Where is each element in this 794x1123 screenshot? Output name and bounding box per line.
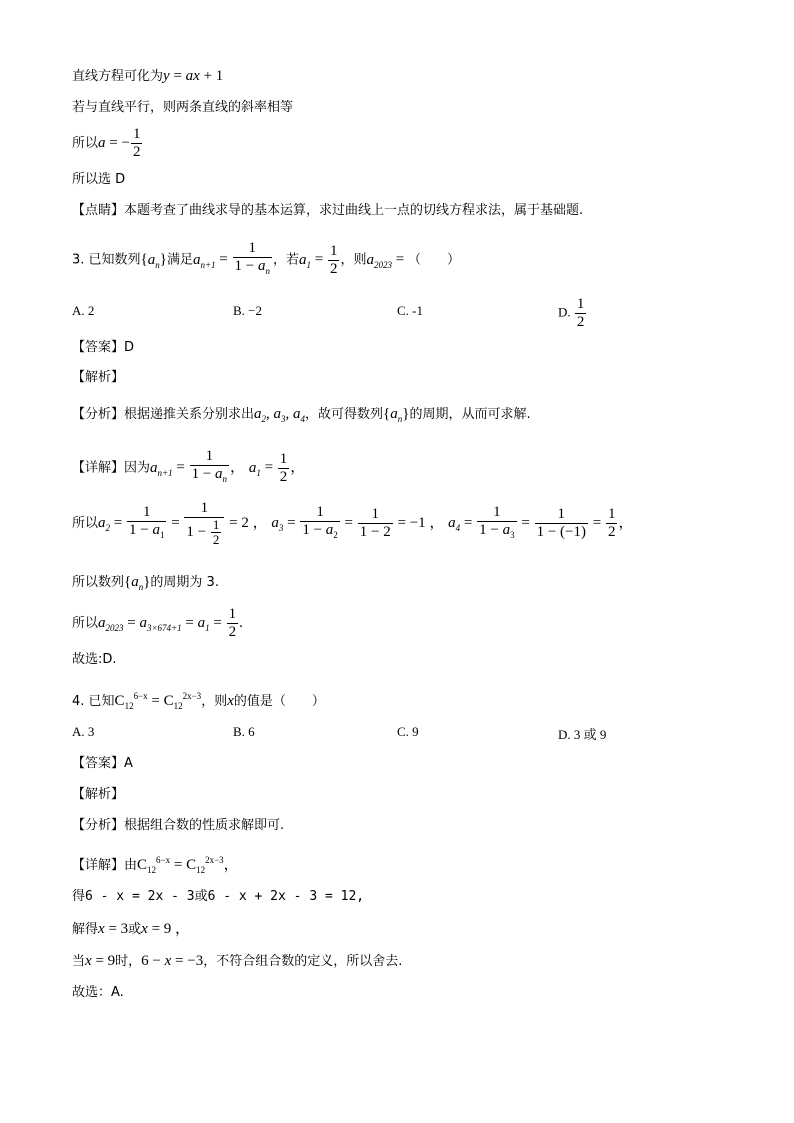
period-line: 所以数列$\{a_n\}$的周期为 3. (72, 574, 219, 592)
xiangjie-3: 【详解】因为$a_{n+1}$ = $\frac{1}{1 - a_n}$ ， $a_1$ = $\frac{1}{2}$ ， (72, 448, 305, 488)
answer-3: 【答案】D (72, 340, 135, 355)
solve-line: 解得x = 3或x = 9 ， (72, 921, 191, 937)
guxuan-3: 故选:D. (72, 652, 117, 667)
a2023-line: 所以$a_{2023} = a_{3\times 674+1} = a_1$ = $\frac{1}{2}$ . (72, 606, 243, 640)
q3-option-a: A. 2 (72, 303, 95, 318)
equation-line: 得6 - x = 2x - 3或6 - x + 2x - 3 = 12, (72, 889, 365, 904)
text-line-4: 所以选 D (72, 172, 126, 187)
jiexi-3: 【解析】 (72, 370, 125, 385)
q3-option-b: B. −2 (233, 303, 263, 318)
text-line-1: 直线方程可化为y = ax + 1 (72, 68, 224, 84)
compute-a2-a4: 所以$a_2$ = $\frac{1}{1 - a_1}$ = 1 1 − $\frac{1}{2}$ = 2 ， $a_3$ = $\frac{1}{1 - a_2}$ = $\frac{1}{1 - 2}$ = −1 ， $a_4$ = $\frac{1}{1 - a_3}$ = $\frac{1}{1 - (-1)}$ = $\frac{1}{2}$ ， (72, 500, 634, 547)
dianjing-line: 【点睛】本题考查了曲线求导的基本运算，求过曲线上一点的切线方程求法，属于基础题. (72, 203, 584, 218)
q4-option-b: B. 6 (233, 724, 255, 739)
q4-option-a: A. 3 (72, 724, 95, 739)
xiangjie-4: 【详解】由$C_{12}^{6-x} = C_{12}^{2x-3}$， (72, 855, 239, 875)
q4-option-d: D. 3 或 9 (558, 727, 607, 742)
q3-option-d: D. $\frac{1}{2}$ (558, 296, 585, 330)
question-4: 4. 已知$C_{12}^{6-x} = C_{12}^{2x-3}$，则x的值是（ ） (72, 691, 325, 711)
q4-option-c: C. 9 (397, 724, 419, 739)
text-line-3: 所以a = − $\frac{1}{2}$ (72, 126, 141, 160)
guxuan-4: 故选：A. (72, 985, 124, 1000)
check-line: 当x = 9时，6 − x = −3，不符合组合数的定义，所以舍去. (72, 953, 403, 969)
fenxi-3: 【分析】根据递推关系分别求出$a_2$, $a_3$, $a_4$，故可得数列$\{a_n\}$的周期，从而可求解. (72, 406, 531, 424)
question-3: 3. 已知数列$\{a_n\}$满足$a_{n+1}$ = $\frac{1}{1 - a_n}$ ，若$a_1$ = $\frac{1}{2}$ ，则$a_{2023}$ = （ ） (72, 240, 460, 280)
q3-option-c: C. -1 (397, 303, 423, 318)
fenxi-4: 【分析】根据组合数的性质求解即可. (72, 818, 285, 833)
answer-4: 【答案】A (72, 756, 133, 771)
jiexi-4: 【解析】 (72, 787, 125, 802)
text-line-2: 若与直线平行，则两条直线的斜率相等 (72, 100, 294, 115)
